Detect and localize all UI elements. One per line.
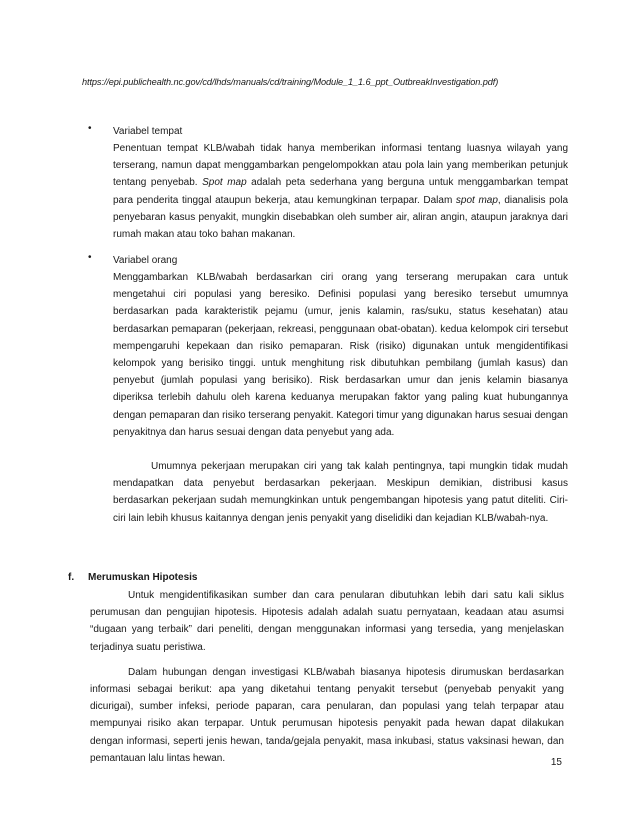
section-heading — [68, 572, 197, 583]
emphasis-spot-map: spot map — [455, 194, 498, 206]
bullet-paragraph: Penentuan tempat KLB/wabah tidak hanya memberikan informasi tentang luasnya wilayah yang terserang, namun dapat menggambarkan pengelompokkan atau pola lain yang memberikan petunjuk tentang penyebab. Spot map adalah peta sederhana yang berguna untuk menggambarkan tempat para penderita tinggal ataupun bekerja, atau kemungkinan terpapar. Dalam spot map, dianalisis pola penyebaran kasus penyakit, mungkin disebabkan oleh sumber air, aliran angin, ataupun jaraknya dari rumah makan atau toko bahan makanan. — [113, 143, 569, 241]
section-number: f. — [68, 572, 75, 583]
section-title: Merumuskan Hipotesis — [88, 572, 198, 583]
section-paragraph: Untuk mengidentifikasikan sumber dan cara penularan dibutuhkan lebih dari satu kali siklus perumusan dan pengujian hipotesis. Hipotesis adalah adalah suatu pernyataan, keadaan atau asumsi “dugaan yang terbaik” dari peneliti, dengan menggunakan informasi yang tersedia, yang menjelaskan terjadinya suatu peristiwa. — [90, 590, 564, 653]
bullet-variabel-orang — [88, 252, 568, 527]
emphasis-spot-map: Spot map — [202, 177, 247, 189]
section-body — [90, 587, 564, 767]
section-paragraph: Dalam hubungan dengan investigasi KLB/wabah biasanya hipotesis dirumuskan berdasarkan informasi sebagai berikut: apa yang diketahui tentang penyakit tersebut (penyebab penyakit yang dicurigai), sumber infeksi, periode paparan, cara penularan, dan populasi yang telah terpapar atau mempunyai risiko akan terpapar. Untuk perumusan hipotesis penyakit pada hewan dapat dilakukan dengan informasi, seperti jenis hewan, tanda/gejala penyakit, masa inkubasi, status vaksinasi hewan, dan pemantauan lalu lintas hewan. — [90, 666, 564, 764]
bullet-mark: • — [88, 252, 92, 263]
bullet-title: Variabel orang — [113, 255, 178, 266]
bullet-mark: • — [88, 123, 92, 134]
bullet-paragraph: Menggambarkan KLB/wabah berdasarkan ciri orang yang terserang merupakan cara untuk mengetahui ciri populasi yang beresiko. Definisi populasi yang beresiko tersebut umumnya berdasarkan pada karakteristik pejamu (umur, jenis kalamin, ras/suku, status kesehatan) atau berdasarkan pemaparan (pekerjaan, rekreasi, penggunaan obat-obatan). kedua kelompok ciri tersebut mempengaruhi kepekaan dan risiko pemaparan. Risk (risiko) digunakan untuk mengidentifikasi kelompok yang berisiko tinggi. untuk menghitung risk dibutuhkan pembilang (jumlah kasus) dan penyebut (jumlah populasi yang berisiko). Risk berdasarkan umur dan jenis kelamin biasanya diperiksa terlebih dahulu oleh karena keduanya merupakan faktor yang paling kuat hubungannya dengan pemaparan dan risiko terserang penyakit. Kategori timur yang digunakan harus sesuai dengan penyakitnya dan harus sesuai dengan data penyebut yang ada. — [113, 272, 568, 438]
page-number: 15 — [550, 757, 562, 768]
bullet-paragraph: Umumnya pekerjaan merupakan ciri yang tak kalah pentingnya, tapi mungkin tidak mudah mendapatkan data penyebut berdasarkan pekerjaan. Meskipun demikian, distribusi kasus berdasarkan pekerjaan sudah memungkinkan untuk pengembangan hipotesis yang patut diteliti. Ciri-ciri lain lebih khusus kaitannya dengan jenis penyakit yang diselidiki dan kejadian KLB/wabah-nya. — [113, 461, 568, 524]
source-url: https://epi.publichealth.nc.gov/cd/lhds/manuals/cd/training/Module_1_1.6_ppt_OutbreakInvestigation.pdf) — [82, 77, 499, 87]
bullet-title: Variabel tempat — [113, 126, 183, 137]
bullet-variabel-tempat — [88, 123, 568, 243]
